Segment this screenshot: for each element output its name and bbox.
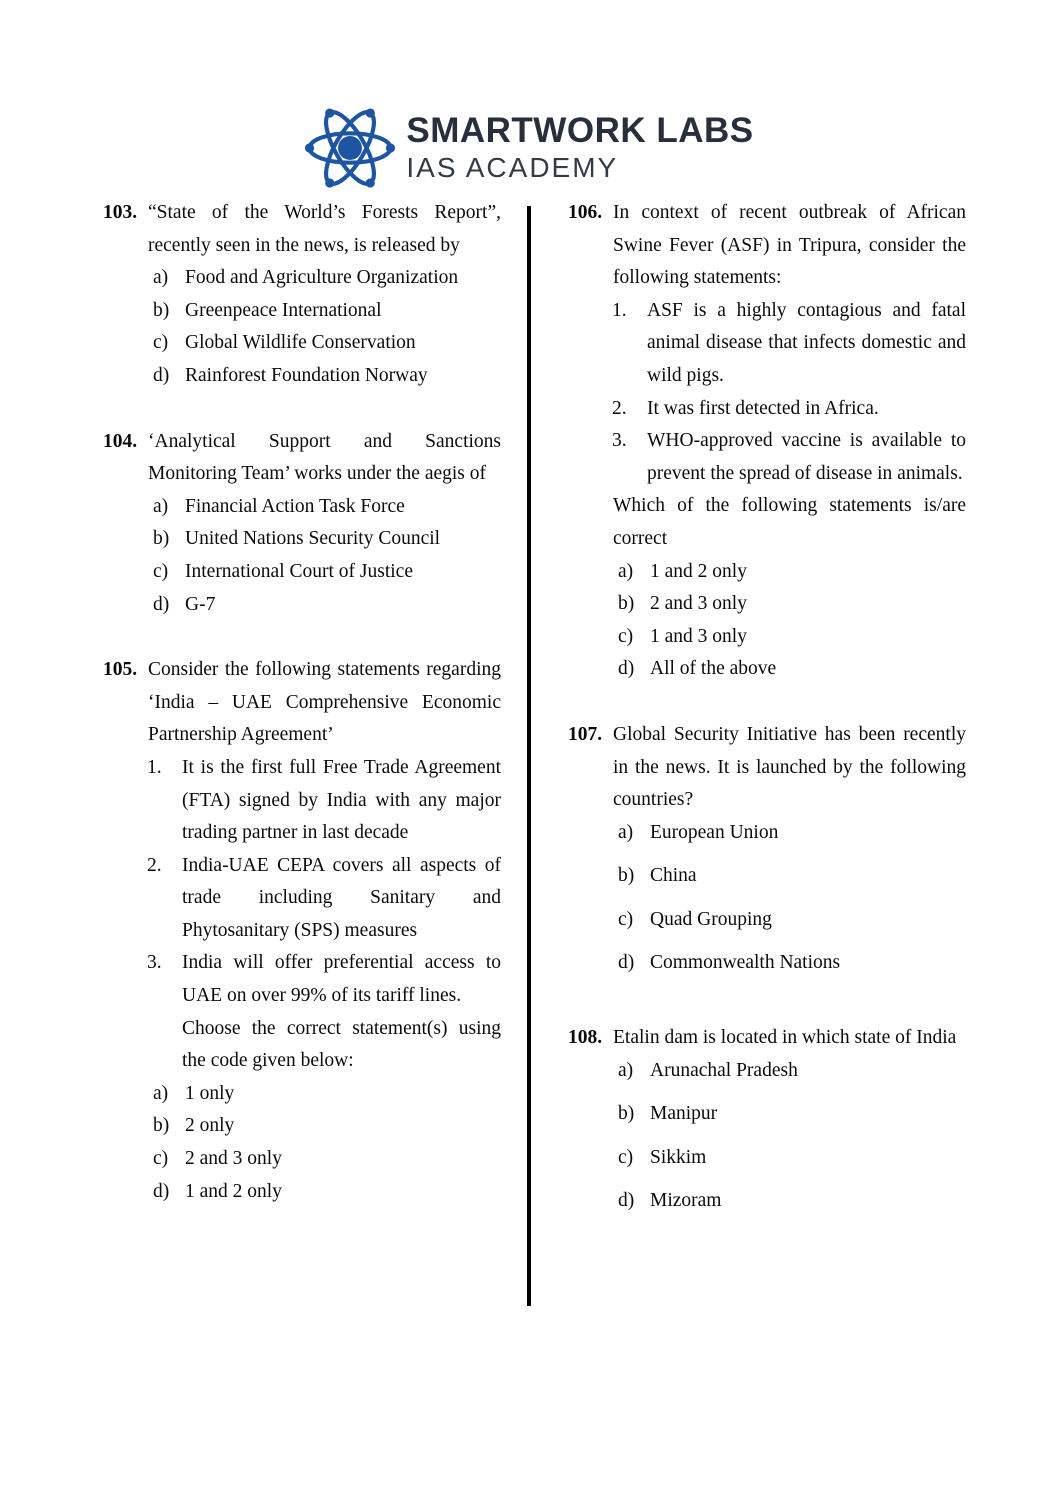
option-b — [568, 588, 966, 621]
option-d — [103, 1176, 501, 1209]
option-label: b) — [618, 865, 635, 887]
question-text: Consider the following statements regarding ‘India – UAE Comprehensive Economic Partnership Agreement’ — [148, 659, 501, 746]
statement-3 — [568, 425, 966, 490]
brand-text — [406, 113, 753, 182]
option-c — [103, 556, 501, 589]
option-label: a) — [618, 1059, 634, 1081]
option-label: d) — [153, 1180, 170, 1202]
statement-2 — [103, 850, 501, 948]
question-106 — [568, 197, 966, 686]
statement-1 — [568, 295, 966, 393]
option-text: Arunachal Pradesh — [650, 1059, 798, 1081]
option-text: Commonwealth Nations — [650, 952, 841, 974]
option-label: d) — [153, 364, 170, 386]
question-103 — [103, 197, 501, 393]
statement-label: 2. — [612, 397, 627, 419]
option-text: Financial Action Task Force — [185, 495, 405, 517]
option-a — [568, 817, 966, 850]
option-label: a) — [153, 495, 169, 517]
option-d — [568, 653, 966, 686]
option-c — [568, 1142, 966, 1175]
brand-logo — [0, 102, 1058, 194]
question-text: In context of recent outbreak of African Swine Fever (ASF) in Tripura, consider the following statements: — [613, 202, 966, 289]
option-text: 2 and 3 only — [650, 593, 747, 615]
question-number: 103. — [103, 202, 138, 223]
statement-text: India-UAE CEPA covers all aspects of trade including Sanitary and Phytosanitary (SPS) measures — [182, 854, 501, 941]
statement-1 — [103, 752, 501, 850]
option-text: 1 and 2 only — [185, 1180, 282, 1202]
statement-label: 3. — [147, 952, 162, 974]
left-column — [103, 197, 501, 1208]
statement-label: 2. — [147, 854, 162, 876]
option-a — [103, 491, 501, 524]
question-note: Choose the correct statement(s) using the code given below: — [182, 1017, 501, 1072]
question-number: 105. — [103, 659, 138, 681]
option-text: Global Wildlife Conservation — [185, 332, 416, 354]
option-a — [103, 1078, 501, 1111]
options-list — [103, 1078, 501, 1208]
options-list — [103, 491, 501, 621]
question-text: Etalin dam is located in which state of India — [613, 1027, 957, 1049]
statement-text: WHO-approved vaccine is available to prevent the spread of disease in animals. — [647, 430, 966, 484]
question-number: 107. — [568, 723, 603, 745]
option-label: b) — [153, 528, 170, 550]
statement-text: It is the first full Free Trade Agreement (FTA) signed by India with any major trading partner in last decade — [182, 756, 501, 844]
option-a — [568, 1055, 966, 1088]
option-label: b) — [153, 299, 170, 321]
statement-2 — [568, 393, 966, 426]
option-text: All of the above — [650, 658, 777, 680]
option-c — [103, 327, 501, 360]
option-text: Rainforest Foundation Norway — [185, 364, 428, 386]
statements-list — [568, 295, 966, 491]
option-b — [103, 295, 501, 328]
option-label: d) — [618, 952, 635, 974]
option-text: Food and Agriculture Organization — [185, 267, 459, 289]
option-text: Manipur — [650, 1103, 718, 1125]
question-head — [568, 1022, 966, 1055]
question-head — [568, 719, 966, 817]
question-head — [103, 197, 501, 262]
option-label: c) — [618, 908, 634, 930]
question-text: “State of the World’s Forests Report”, recently seen in the news, is released by — [148, 202, 501, 256]
option-label: c) — [153, 560, 169, 582]
option-text: G-7 — [185, 593, 216, 615]
statement-text: ASF is a highly contagious and fatal animal disease that infects domestic and wild pigs. — [647, 299, 966, 386]
question-note: Which of the following statements is/are correct — [613, 495, 966, 549]
option-b — [568, 860, 966, 893]
option-a — [103, 262, 501, 295]
option-label: d) — [618, 1190, 635, 1212]
option-d — [103, 360, 501, 393]
option-text: United Nations Security Council — [185, 528, 441, 550]
option-c — [568, 904, 966, 937]
option-text: 1 only — [185, 1082, 235, 1104]
column-divider — [527, 206, 531, 1306]
option-label: a) — [153, 1082, 169, 1104]
option-text: Mizoram — [650, 1190, 722, 1212]
option-text: Quad Grouping — [650, 908, 772, 930]
statement-label: 1. — [612, 299, 627, 321]
option-text: Greenpeace International — [185, 299, 382, 321]
option-text: 1 and 2 only — [650, 560, 747, 582]
option-d — [568, 947, 966, 980]
options-list — [568, 556, 966, 686]
question-number: 104. — [103, 430, 138, 452]
option-text: 2 and 3 only — [185, 1148, 282, 1170]
statement-text: It was first detected in Africa. — [647, 397, 879, 419]
option-text: European Union — [650, 821, 779, 843]
option-label: b) — [618, 1103, 635, 1125]
option-label: b) — [618, 593, 635, 615]
question-head — [568, 197, 966, 295]
option-label: c) — [153, 1148, 169, 1170]
brand-subtitle: IAS ACADEMY — [406, 152, 619, 184]
option-c — [103, 1143, 501, 1176]
option-label: b) — [153, 1115, 170, 1137]
question-number: 108. — [568, 1027, 603, 1049]
option-text: 1 and 3 only — [650, 625, 747, 647]
question-number: 106. — [568, 202, 603, 223]
options-list — [103, 262, 501, 392]
question-105 — [103, 654, 501, 1208]
option-text: 2 only — [185, 1115, 235, 1137]
question-text: ‘Analytical Support and Sanctions Monitoring Team’ works under the aegis of — [148, 430, 501, 485]
option-text: Sikkim — [650, 1146, 707, 1168]
option-text: China — [650, 865, 697, 887]
question-text: Global Security Initiative has been recently in the news. It is launched by the following countries? — [613, 723, 966, 811]
option-d — [568, 1185, 966, 1218]
option-label: c) — [618, 1146, 634, 1168]
atom-icon — [304, 102, 396, 194]
option-label: a) — [618, 560, 634, 582]
option-label: a) — [618, 821, 634, 843]
question-108 — [568, 1022, 966, 1218]
option-label: d) — [618, 658, 635, 680]
options-list — [568, 1055, 966, 1218]
option-label: a) — [153, 267, 169, 289]
option-text: International Court of Justice — [185, 560, 413, 582]
option-label: c) — [153, 332, 169, 354]
options-list — [568, 817, 966, 980]
option-c — [568, 621, 966, 654]
statement-label: 1. — [147, 756, 162, 778]
right-column — [568, 197, 966, 1218]
option-label: d) — [153, 593, 170, 615]
statement-3 — [103, 947, 501, 1012]
statement-label: 3. — [612, 430, 627, 452]
question-104 — [103, 426, 501, 622]
question-107 — [568, 719, 966, 980]
option-a — [568, 556, 966, 589]
option-label: c) — [618, 625, 634, 647]
option-b — [103, 523, 501, 556]
option-b — [103, 1110, 501, 1143]
statements-list — [103, 752, 501, 1013]
option-d — [103, 589, 501, 622]
option-b — [568, 1098, 966, 1131]
brand-title: SMARTWORK LABS — [406, 111, 754, 151]
question-head — [103, 654, 501, 752]
statement-text: India will offer preferential access to UAE on over 99% of its tariff lines. — [182, 952, 501, 1007]
question-head — [103, 426, 501, 491]
